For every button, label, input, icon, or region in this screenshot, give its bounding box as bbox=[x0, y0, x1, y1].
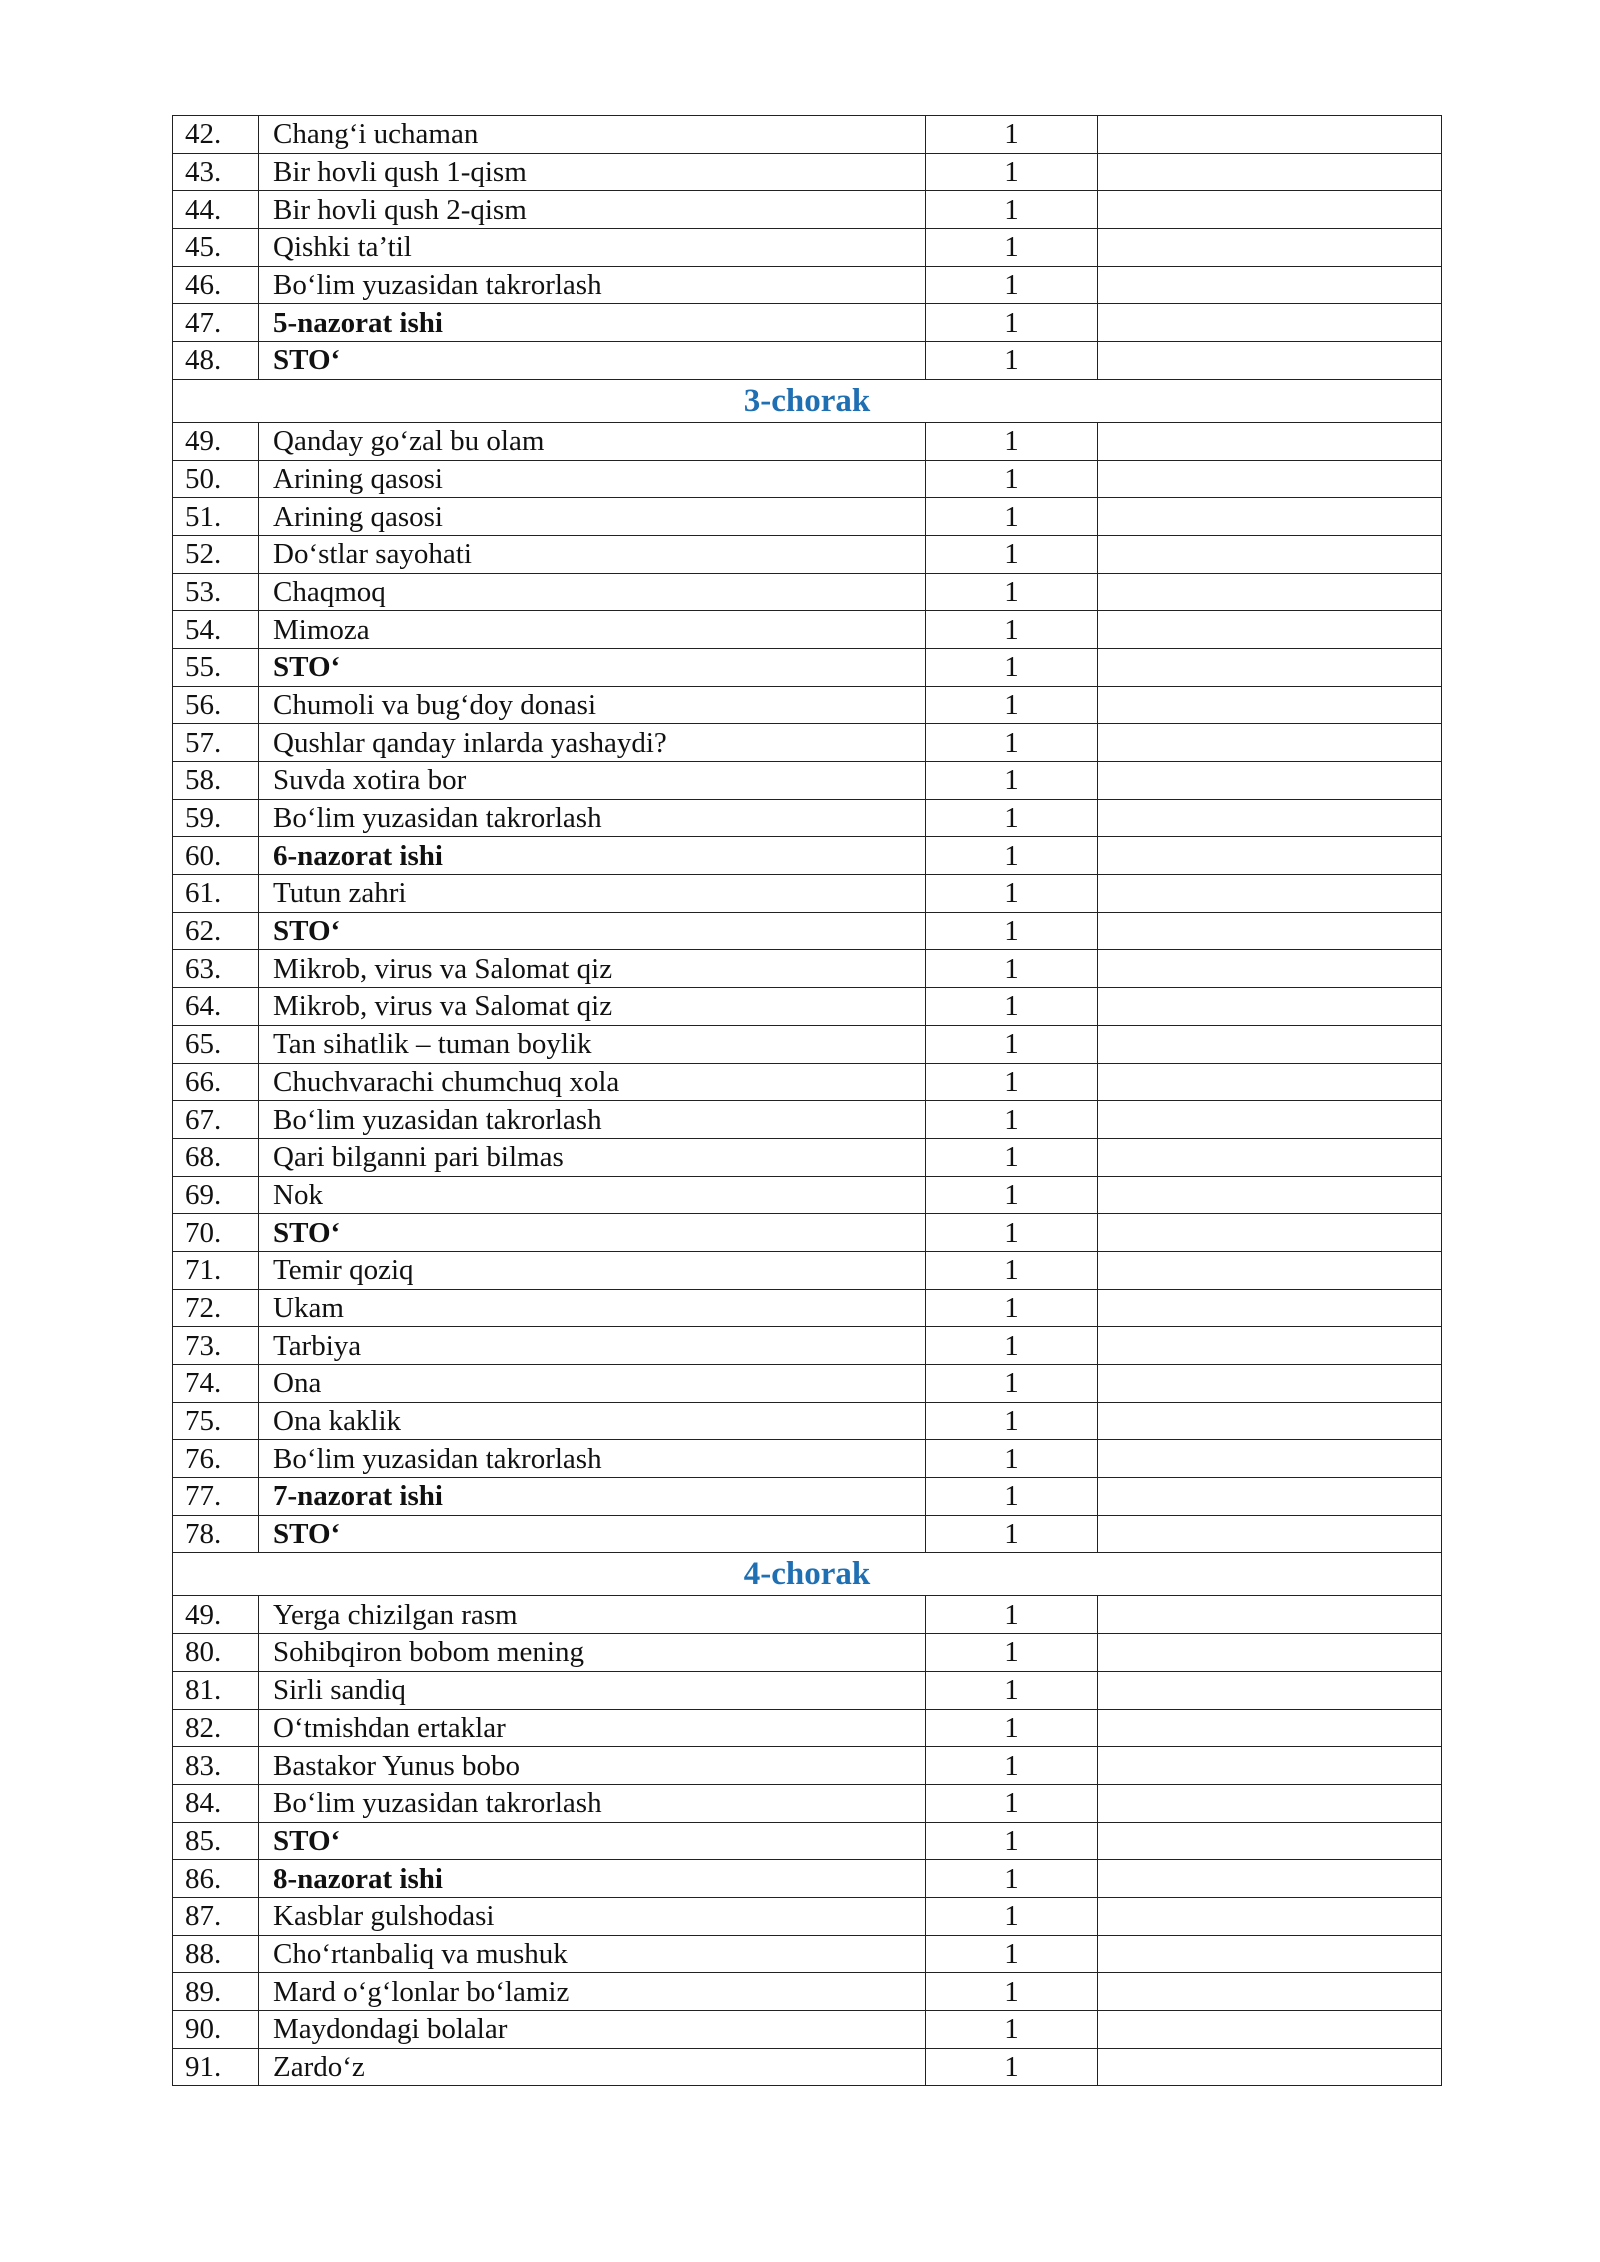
lesson-number-cell: 53. bbox=[173, 573, 259, 611]
lesson-hours-cell: 1 bbox=[926, 799, 1098, 837]
lesson-title-cell: Do‘stlar sayohati bbox=[259, 535, 926, 573]
table-row bbox=[173, 422, 1442, 460]
lesson-plan-table bbox=[172, 115, 1442, 2086]
lesson-number-cell: 77. bbox=[173, 1478, 259, 1516]
lesson-title-cell: 5-nazorat ishi bbox=[259, 304, 926, 342]
lesson-hours-cell: 1 bbox=[926, 2048, 1098, 2086]
lesson-notes-cell bbox=[1098, 2011, 1442, 2049]
lesson-hours-cell: 1 bbox=[926, 1176, 1098, 1214]
lesson-hours-cell: 1 bbox=[926, 611, 1098, 649]
table-row bbox=[173, 1478, 1442, 1516]
lesson-number-cell: 44. bbox=[173, 191, 259, 229]
lesson-title-cell: Cho‘rtanbaliq va mushuk bbox=[259, 1935, 926, 1973]
lesson-number-cell: 52. bbox=[173, 535, 259, 573]
lesson-notes-cell bbox=[1098, 1402, 1442, 1440]
lesson-notes-cell bbox=[1098, 950, 1442, 988]
lesson-number-cell: 86. bbox=[173, 1860, 259, 1898]
table-row bbox=[173, 762, 1442, 800]
lesson-number-cell: 45. bbox=[173, 229, 259, 267]
lesson-number-cell: 50. bbox=[173, 460, 259, 498]
lesson-notes-cell bbox=[1098, 1634, 1442, 1672]
lesson-number-cell: 88. bbox=[173, 1935, 259, 1973]
table-row bbox=[173, 912, 1442, 950]
section-heading-row bbox=[173, 379, 1442, 422]
lesson-number-cell: 42. bbox=[173, 116, 259, 154]
lesson-hours-cell: 1 bbox=[926, 1709, 1098, 1747]
lesson-hours-cell: 1 bbox=[926, 1101, 1098, 1139]
lesson-hours-cell: 1 bbox=[926, 875, 1098, 913]
table-row bbox=[173, 1138, 1442, 1176]
table-row bbox=[173, 342, 1442, 380]
lesson-title-cell: Bastakor Yunus bobo bbox=[259, 1747, 926, 1785]
lesson-notes-cell bbox=[1098, 762, 1442, 800]
lesson-number-cell: 78. bbox=[173, 1515, 259, 1553]
lesson-title-cell: O‘tmishdan ertaklar bbox=[259, 1709, 926, 1747]
lesson-number-cell: 65. bbox=[173, 1025, 259, 1063]
lesson-notes-cell bbox=[1098, 498, 1442, 536]
table-row bbox=[173, 1402, 1442, 1440]
lesson-title-cell: Mikrob, virus va Salomat qiz bbox=[259, 950, 926, 988]
lesson-hours-cell: 1 bbox=[926, 573, 1098, 611]
lesson-hours-cell: 1 bbox=[926, 422, 1098, 460]
lesson-hours-cell: 1 bbox=[926, 1935, 1098, 1973]
lesson-hours-cell: 1 bbox=[926, 648, 1098, 686]
lesson-title-cell: Qanday go‘zal bu olam bbox=[259, 422, 926, 460]
table-row bbox=[173, 1440, 1442, 1478]
lesson-number-cell: 72. bbox=[173, 1289, 259, 1327]
lesson-notes-cell bbox=[1098, 1478, 1442, 1516]
lesson-title-cell: Sohibqiron bobom mening bbox=[259, 1634, 926, 1672]
lesson-notes-cell bbox=[1098, 1440, 1442, 1478]
lesson-hours-cell: 1 bbox=[926, 724, 1098, 762]
lesson-hours-cell: 1 bbox=[926, 2011, 1098, 2049]
lesson-hours-cell: 1 bbox=[926, 1440, 1098, 1478]
table-row bbox=[173, 498, 1442, 536]
lesson-number-cell: 87. bbox=[173, 1897, 259, 1935]
lesson-hours-cell: 1 bbox=[926, 229, 1098, 267]
lesson-number-cell: 81. bbox=[173, 1671, 259, 1709]
table-row bbox=[173, 266, 1442, 304]
lesson-number-cell: 75. bbox=[173, 1402, 259, 1440]
table-row bbox=[173, 1822, 1442, 1860]
lesson-title-cell: 7-nazorat ishi bbox=[259, 1478, 926, 1516]
table-row bbox=[173, 1025, 1442, 1063]
lesson-hours-cell: 1 bbox=[926, 266, 1098, 304]
table-row bbox=[173, 1515, 1442, 1553]
lesson-notes-cell bbox=[1098, 1671, 1442, 1709]
lesson-number-cell: 55. bbox=[173, 648, 259, 686]
lesson-hours-cell: 1 bbox=[926, 1671, 1098, 1709]
lesson-hours-cell: 1 bbox=[926, 1025, 1098, 1063]
lesson-notes-cell bbox=[1098, 1289, 1442, 1327]
lesson-title-cell: STO‘ bbox=[259, 342, 926, 380]
table-row bbox=[173, 2048, 1442, 2086]
lesson-number-cell: 68. bbox=[173, 1138, 259, 1176]
lesson-number-cell: 66. bbox=[173, 1063, 259, 1101]
lesson-title-cell: Chuchvarachi chumchuq xola bbox=[259, 1063, 926, 1101]
lesson-hours-cell: 1 bbox=[926, 1784, 1098, 1822]
table-row bbox=[173, 1860, 1442, 1898]
lesson-number-cell: 91. bbox=[173, 2048, 259, 2086]
lesson-notes-cell bbox=[1098, 1935, 1442, 1973]
lesson-number-cell: 80. bbox=[173, 1634, 259, 1672]
lesson-title-cell: Yerga chizilgan rasm bbox=[259, 1596, 926, 1634]
lesson-number-cell: 43. bbox=[173, 153, 259, 191]
lesson-notes-cell bbox=[1098, 1214, 1442, 1252]
lesson-number-cell: 51. bbox=[173, 498, 259, 536]
lesson-notes-cell bbox=[1098, 988, 1442, 1026]
lesson-notes-cell bbox=[1098, 460, 1442, 498]
lesson-notes-cell bbox=[1098, 686, 1442, 724]
lesson-hours-cell: 1 bbox=[926, 342, 1098, 380]
lesson-notes-cell bbox=[1098, 2048, 1442, 2086]
lesson-title-cell: Bo‘lim yuzasidan takrorlash bbox=[259, 266, 926, 304]
lesson-title-cell: STO‘ bbox=[259, 1515, 926, 1553]
table-row bbox=[173, 460, 1442, 498]
table-row bbox=[173, 1365, 1442, 1403]
table-row bbox=[173, 1289, 1442, 1327]
lesson-notes-cell bbox=[1098, 1251, 1442, 1289]
table-row bbox=[173, 535, 1442, 573]
lesson-notes-cell bbox=[1098, 342, 1442, 380]
lesson-notes-cell bbox=[1098, 1176, 1442, 1214]
table-row bbox=[173, 1784, 1442, 1822]
lesson-number-cell: 74. bbox=[173, 1365, 259, 1403]
table-row bbox=[173, 1671, 1442, 1709]
lesson-number-cell: 89. bbox=[173, 1973, 259, 2011]
lesson-title-cell: Qushlar qanday inlarda yashaydi? bbox=[259, 724, 926, 762]
lesson-title-cell: STO‘ bbox=[259, 1214, 926, 1252]
lesson-number-cell: 63. bbox=[173, 950, 259, 988]
lesson-title-cell: Arining qasosi bbox=[259, 498, 926, 536]
lesson-number-cell: 82. bbox=[173, 1709, 259, 1747]
lesson-hours-cell: 1 bbox=[926, 1747, 1098, 1785]
table-row bbox=[173, 1634, 1442, 1672]
lesson-number-cell: 70. bbox=[173, 1214, 259, 1252]
lesson-hours-cell: 1 bbox=[926, 1327, 1098, 1365]
lesson-notes-cell bbox=[1098, 875, 1442, 913]
table-row bbox=[173, 1327, 1442, 1365]
lesson-title-cell: Kasblar gulshodasi bbox=[259, 1897, 926, 1935]
table-row bbox=[173, 724, 1442, 762]
lesson-hours-cell: 1 bbox=[926, 1138, 1098, 1176]
lesson-number-cell: 71. bbox=[173, 1251, 259, 1289]
table-row bbox=[173, 1747, 1442, 1785]
table-row bbox=[173, 611, 1442, 649]
table-row bbox=[173, 1973, 1442, 2011]
lesson-notes-cell bbox=[1098, 535, 1442, 573]
section-heading: 3-chorak bbox=[173, 379, 1442, 422]
lesson-title-cell: STO‘ bbox=[259, 912, 926, 950]
lesson-title-cell: 8-nazorat ishi bbox=[259, 1860, 926, 1898]
lesson-notes-cell bbox=[1098, 1709, 1442, 1747]
lesson-number-cell: 62. bbox=[173, 912, 259, 950]
lesson-hours-cell: 1 bbox=[926, 153, 1098, 191]
lesson-title-cell: Tarbiya bbox=[259, 1327, 926, 1365]
lesson-title-cell: Nok bbox=[259, 1176, 926, 1214]
lesson-notes-cell bbox=[1098, 1515, 1442, 1553]
lesson-title-cell: Bir hovli qush 1-qism bbox=[259, 153, 926, 191]
lesson-hours-cell: 1 bbox=[926, 1897, 1098, 1935]
table-row bbox=[173, 988, 1442, 1026]
lesson-hours-cell: 1 bbox=[926, 837, 1098, 875]
lesson-notes-cell bbox=[1098, 573, 1442, 611]
lesson-hours-cell: 1 bbox=[926, 1365, 1098, 1403]
lesson-hours-cell: 1 bbox=[926, 1289, 1098, 1327]
table-row bbox=[173, 1596, 1442, 1634]
table-row bbox=[173, 648, 1442, 686]
lesson-title-cell: Tan sihatlik – tuman boylik bbox=[259, 1025, 926, 1063]
lesson-title-cell: Bo‘lim yuzasidan takrorlash bbox=[259, 1440, 926, 1478]
table-row bbox=[173, 1897, 1442, 1935]
lesson-title-cell: Chang‘i uchaman bbox=[259, 116, 926, 154]
lesson-notes-cell bbox=[1098, 1897, 1442, 1935]
lesson-hours-cell: 1 bbox=[926, 498, 1098, 536]
lesson-hours-cell: 1 bbox=[926, 1596, 1098, 1634]
lesson-notes-cell bbox=[1098, 912, 1442, 950]
lesson-number-cell: 64. bbox=[173, 988, 259, 1026]
lesson-title-cell: Bo‘lim yuzasidan takrorlash bbox=[259, 799, 926, 837]
lesson-hours-cell: 1 bbox=[926, 1822, 1098, 1860]
lesson-number-cell: 76. bbox=[173, 1440, 259, 1478]
lesson-number-cell: 54. bbox=[173, 611, 259, 649]
lesson-notes-cell bbox=[1098, 1025, 1442, 1063]
lesson-number-cell: 49. bbox=[173, 422, 259, 460]
section-heading: 4-chorak bbox=[173, 1553, 1442, 1596]
lesson-hours-cell: 1 bbox=[926, 1515, 1098, 1553]
lesson-hours-cell: 1 bbox=[926, 1478, 1098, 1516]
lesson-number-cell: 56. bbox=[173, 686, 259, 724]
lesson-hours-cell: 1 bbox=[926, 1251, 1098, 1289]
table-row bbox=[173, 1214, 1442, 1252]
lesson-notes-cell bbox=[1098, 1365, 1442, 1403]
lesson-hours-cell: 1 bbox=[926, 1402, 1098, 1440]
lesson-title-cell: Sirli sandiq bbox=[259, 1671, 926, 1709]
lesson-title-cell: Chumoli va bug‘doy donasi bbox=[259, 686, 926, 724]
lesson-title-cell: Bo‘lim yuzasidan takrorlash bbox=[259, 1784, 926, 1822]
lesson-number-cell: 47. bbox=[173, 304, 259, 342]
table-row bbox=[173, 2011, 1442, 2049]
lesson-hours-cell: 1 bbox=[926, 1973, 1098, 2011]
lesson-notes-cell bbox=[1098, 153, 1442, 191]
lesson-number-cell: 85. bbox=[173, 1822, 259, 1860]
table-row bbox=[173, 1063, 1442, 1101]
lesson-notes-cell bbox=[1098, 799, 1442, 837]
table-row bbox=[173, 573, 1442, 611]
lesson-title-cell: Mard o‘g‘lonlar bo‘lamiz bbox=[259, 1973, 926, 2011]
lesson-title-cell: Ona kaklik bbox=[259, 1402, 926, 1440]
lesson-title-cell: Arining qasosi bbox=[259, 460, 926, 498]
lesson-notes-cell bbox=[1098, 1860, 1442, 1898]
lesson-hours-cell: 1 bbox=[926, 304, 1098, 342]
lesson-hours-cell: 1 bbox=[926, 116, 1098, 154]
lesson-number-cell: 57. bbox=[173, 724, 259, 762]
lesson-number-cell: 61. bbox=[173, 875, 259, 913]
lesson-number-cell: 67. bbox=[173, 1101, 259, 1139]
lesson-notes-cell bbox=[1098, 1784, 1442, 1822]
lesson-title-cell: 6-nazorat ishi bbox=[259, 837, 926, 875]
lesson-hours-cell: 1 bbox=[926, 191, 1098, 229]
table-row bbox=[173, 1251, 1442, 1289]
lesson-title-cell: Suvda xotira bor bbox=[259, 762, 926, 800]
lesson-number-cell: 84. bbox=[173, 1784, 259, 1822]
lesson-notes-cell bbox=[1098, 422, 1442, 460]
lesson-number-cell: 49. bbox=[173, 1596, 259, 1634]
lesson-hours-cell: 1 bbox=[926, 912, 1098, 950]
table-row bbox=[173, 229, 1442, 267]
lesson-number-cell: 46. bbox=[173, 266, 259, 304]
table-row bbox=[173, 950, 1442, 988]
lesson-number-cell: 60. bbox=[173, 837, 259, 875]
lesson-title-cell: STO‘ bbox=[259, 1822, 926, 1860]
lesson-hours-cell: 1 bbox=[926, 762, 1098, 800]
lesson-title-cell: Ukam bbox=[259, 1289, 926, 1327]
lesson-hours-cell: 1 bbox=[926, 460, 1098, 498]
table-row bbox=[173, 116, 1442, 154]
lesson-hours-cell: 1 bbox=[926, 988, 1098, 1026]
lesson-title-cell: Ona bbox=[259, 1365, 926, 1403]
lesson-title-cell: Chaqmoq bbox=[259, 573, 926, 611]
table-row bbox=[173, 1176, 1442, 1214]
lesson-notes-cell bbox=[1098, 837, 1442, 875]
lesson-notes-cell bbox=[1098, 648, 1442, 686]
lesson-notes-cell bbox=[1098, 724, 1442, 762]
table-row bbox=[173, 1709, 1442, 1747]
lesson-notes-cell bbox=[1098, 1973, 1442, 2011]
lesson-title-cell: Bo‘lim yuzasidan takrorlash bbox=[259, 1101, 926, 1139]
lesson-notes-cell bbox=[1098, 229, 1442, 267]
lesson-notes-cell bbox=[1098, 191, 1442, 229]
lesson-title-cell: Bir hovli qush 2-qism bbox=[259, 191, 926, 229]
table-row bbox=[173, 153, 1442, 191]
lesson-number-cell: 48. bbox=[173, 342, 259, 380]
lesson-notes-cell bbox=[1098, 116, 1442, 154]
lesson-title-cell: Mikrob, virus va Salomat qiz bbox=[259, 988, 926, 1026]
lesson-notes-cell bbox=[1098, 1101, 1442, 1139]
lesson-hours-cell: 1 bbox=[926, 1634, 1098, 1672]
lesson-notes-cell bbox=[1098, 611, 1442, 649]
lesson-hours-cell: 1 bbox=[926, 535, 1098, 573]
table-row bbox=[173, 799, 1442, 837]
lesson-notes-cell bbox=[1098, 1063, 1442, 1101]
lesson-notes-cell bbox=[1098, 1327, 1442, 1365]
lesson-notes-cell bbox=[1098, 1596, 1442, 1634]
table-row bbox=[173, 191, 1442, 229]
table-row bbox=[173, 875, 1442, 913]
lesson-title-cell: Mimoza bbox=[259, 611, 926, 649]
lesson-title-cell: Temir qoziq bbox=[259, 1251, 926, 1289]
lesson-notes-cell bbox=[1098, 1138, 1442, 1176]
table-row bbox=[173, 1101, 1442, 1139]
lesson-hours-cell: 1 bbox=[926, 1860, 1098, 1898]
lesson-number-cell: 58. bbox=[173, 762, 259, 800]
lesson-number-cell: 90. bbox=[173, 2011, 259, 2049]
lesson-notes-cell bbox=[1098, 304, 1442, 342]
lesson-title-cell: Tutun zahri bbox=[259, 875, 926, 913]
lesson-title-cell: STO‘ bbox=[259, 648, 926, 686]
lesson-notes-cell bbox=[1098, 1747, 1442, 1785]
table-row bbox=[173, 686, 1442, 724]
table-row bbox=[173, 837, 1442, 875]
lesson-number-cell: 59. bbox=[173, 799, 259, 837]
lesson-notes-cell bbox=[1098, 1822, 1442, 1860]
lesson-hours-cell: 1 bbox=[926, 1214, 1098, 1252]
lesson-hours-cell: 1 bbox=[926, 950, 1098, 988]
table-row bbox=[173, 1935, 1442, 1973]
lesson-title-cell: Qari bilganni pari bilmas bbox=[259, 1138, 926, 1176]
lesson-hours-cell: 1 bbox=[926, 686, 1098, 724]
section-heading-row bbox=[173, 1553, 1442, 1596]
lesson-title-cell: Maydondagi bolalar bbox=[259, 2011, 926, 2049]
lesson-plan-body bbox=[173, 116, 1442, 2086]
lesson-number-cell: 69. bbox=[173, 1176, 259, 1214]
lesson-hours-cell: 1 bbox=[926, 1063, 1098, 1101]
lesson-notes-cell bbox=[1098, 266, 1442, 304]
lesson-title-cell: Zardo‘z bbox=[259, 2048, 926, 2086]
lesson-number-cell: 83. bbox=[173, 1747, 259, 1785]
lesson-number-cell: 73. bbox=[173, 1327, 259, 1365]
table-row bbox=[173, 304, 1442, 342]
lesson-title-cell: Qishki ta’til bbox=[259, 229, 926, 267]
